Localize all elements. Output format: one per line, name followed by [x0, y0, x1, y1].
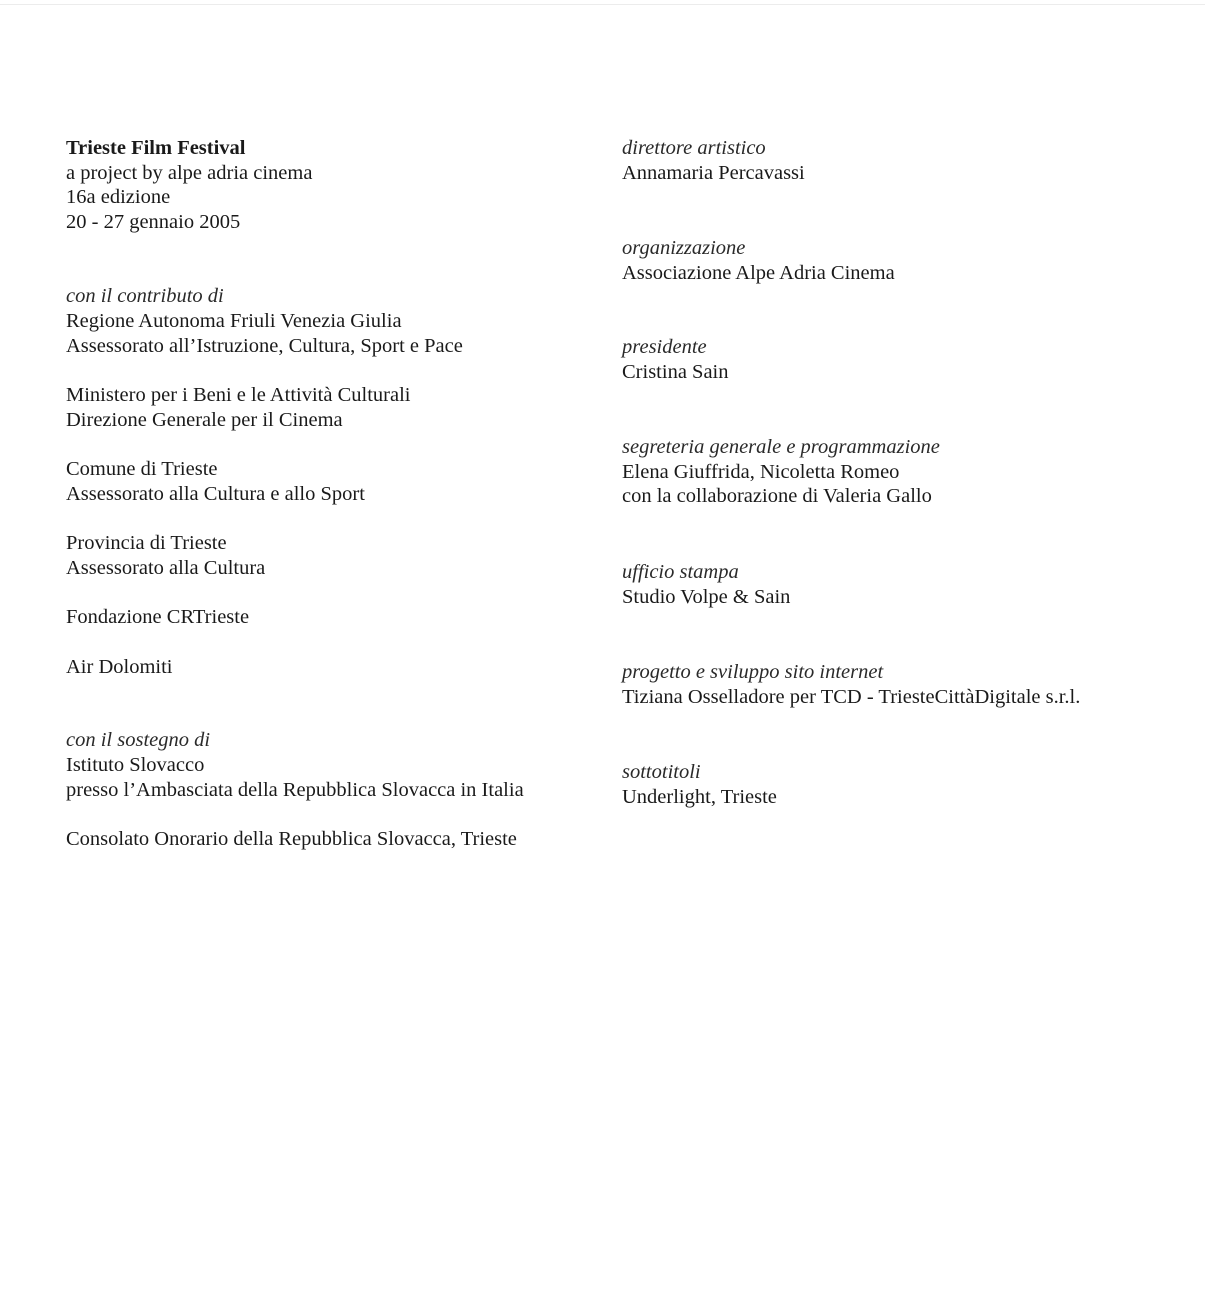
sponsor-department: Assessorato alla Cultura [66, 556, 266, 579]
staff-entry [622, 236, 1182, 286]
credits-right-column [622, 136, 1182, 809]
sponsor-name: Regione Autonoma Friuli Venezia Giulia [66, 310, 402, 332]
sponsor-department: Direzione Generale per il Cinema [66, 408, 343, 431]
supporter-name: Istituto Slovacco [66, 754, 205, 776]
staff-entry [622, 435, 1182, 509]
festival-dates: 20 - 27 gennaio 2005 [66, 210, 241, 233]
staff-name: Studio Volpe & Sain [622, 585, 791, 608]
sponsor-department: Assessorato all’Istruzione, Cultura, Sport e Pace [66, 334, 463, 357]
staff-name: Underlight, Trieste [622, 785, 777, 808]
contributo-label: con il contributo di [66, 285, 224, 307]
staff-name: con la collaborazione di Valeria Gallo [622, 485, 932, 507]
staff-name: Cristina Sain [622, 361, 729, 383]
sponsor-group [66, 309, 606, 358]
sponsor-group [66, 383, 606, 432]
staff-role: ufficio stampa [622, 560, 739, 583]
staff-entry [622, 760, 1182, 810]
contributo-section [66, 284, 606, 679]
sostegno-label: con il sostegno di [66, 729, 211, 751]
staff-name: Tiziana Osselladore per TCD - TriesteCittàDigitale s.r.l. [622, 686, 1081, 708]
sponsor-name: Provincia di Trieste [66, 532, 227, 554]
sostegno-section [66, 728, 606, 852]
sponsor-group [66, 605, 606, 630]
staff-role: organizzazione [622, 236, 746, 259]
staff-name: Associazione Alpe Adria Cinema [622, 261, 895, 284]
festival-header [66, 136, 606, 234]
staff-role: progetto e sviluppo sito internet [622, 661, 884, 683]
sponsor-group [66, 457, 606, 506]
sponsor-name: Fondazione CRTrieste [66, 606, 250, 628]
supporter-group [66, 827, 606, 852]
staff-entry [622, 560, 1182, 610]
sponsor-name: Air Dolomiti [66, 655, 173, 678]
staff-role: direttore artistico [622, 137, 766, 159]
staff-entry [622, 660, 1182, 710]
sponsor-name: Ministero per i Beni e le Attività Culturali [66, 384, 411, 406]
sponsor-group [66, 655, 606, 680]
staff-role: presidente [622, 336, 707, 358]
staff-entry [622, 136, 1182, 186]
sponsor-department: Assessorato alla Cultura e allo Sport [66, 482, 365, 505]
staff-name: Elena Giuffrida, Nicoletta Romeo [622, 460, 900, 483]
festival-project: a project by alpe adria cinema [66, 161, 313, 184]
staff-role: segreteria generale e programmazione [622, 435, 940, 458]
supporter-name: Consolato Onorario della Repubblica Slovacca, Trieste [66, 828, 517, 850]
supporter-detail: presso l’Ambasciata della Repubblica Slovacca in Italia [66, 778, 524, 801]
staff-name: Annamaria Percavassi [622, 162, 805, 184]
festival-title: Trieste Film Festival [66, 137, 246, 159]
staff-role: sottotitoli [622, 760, 701, 783]
sponsor-group [66, 531, 606, 580]
supporter-group [66, 753, 606, 802]
credits-left-column [66, 136, 606, 852]
sponsor-name: Comune di Trieste [66, 458, 218, 480]
festival-edition: 16a edizione [66, 186, 171, 208]
page-top-edge [0, 4, 1205, 5]
staff-entry [622, 335, 1182, 385]
